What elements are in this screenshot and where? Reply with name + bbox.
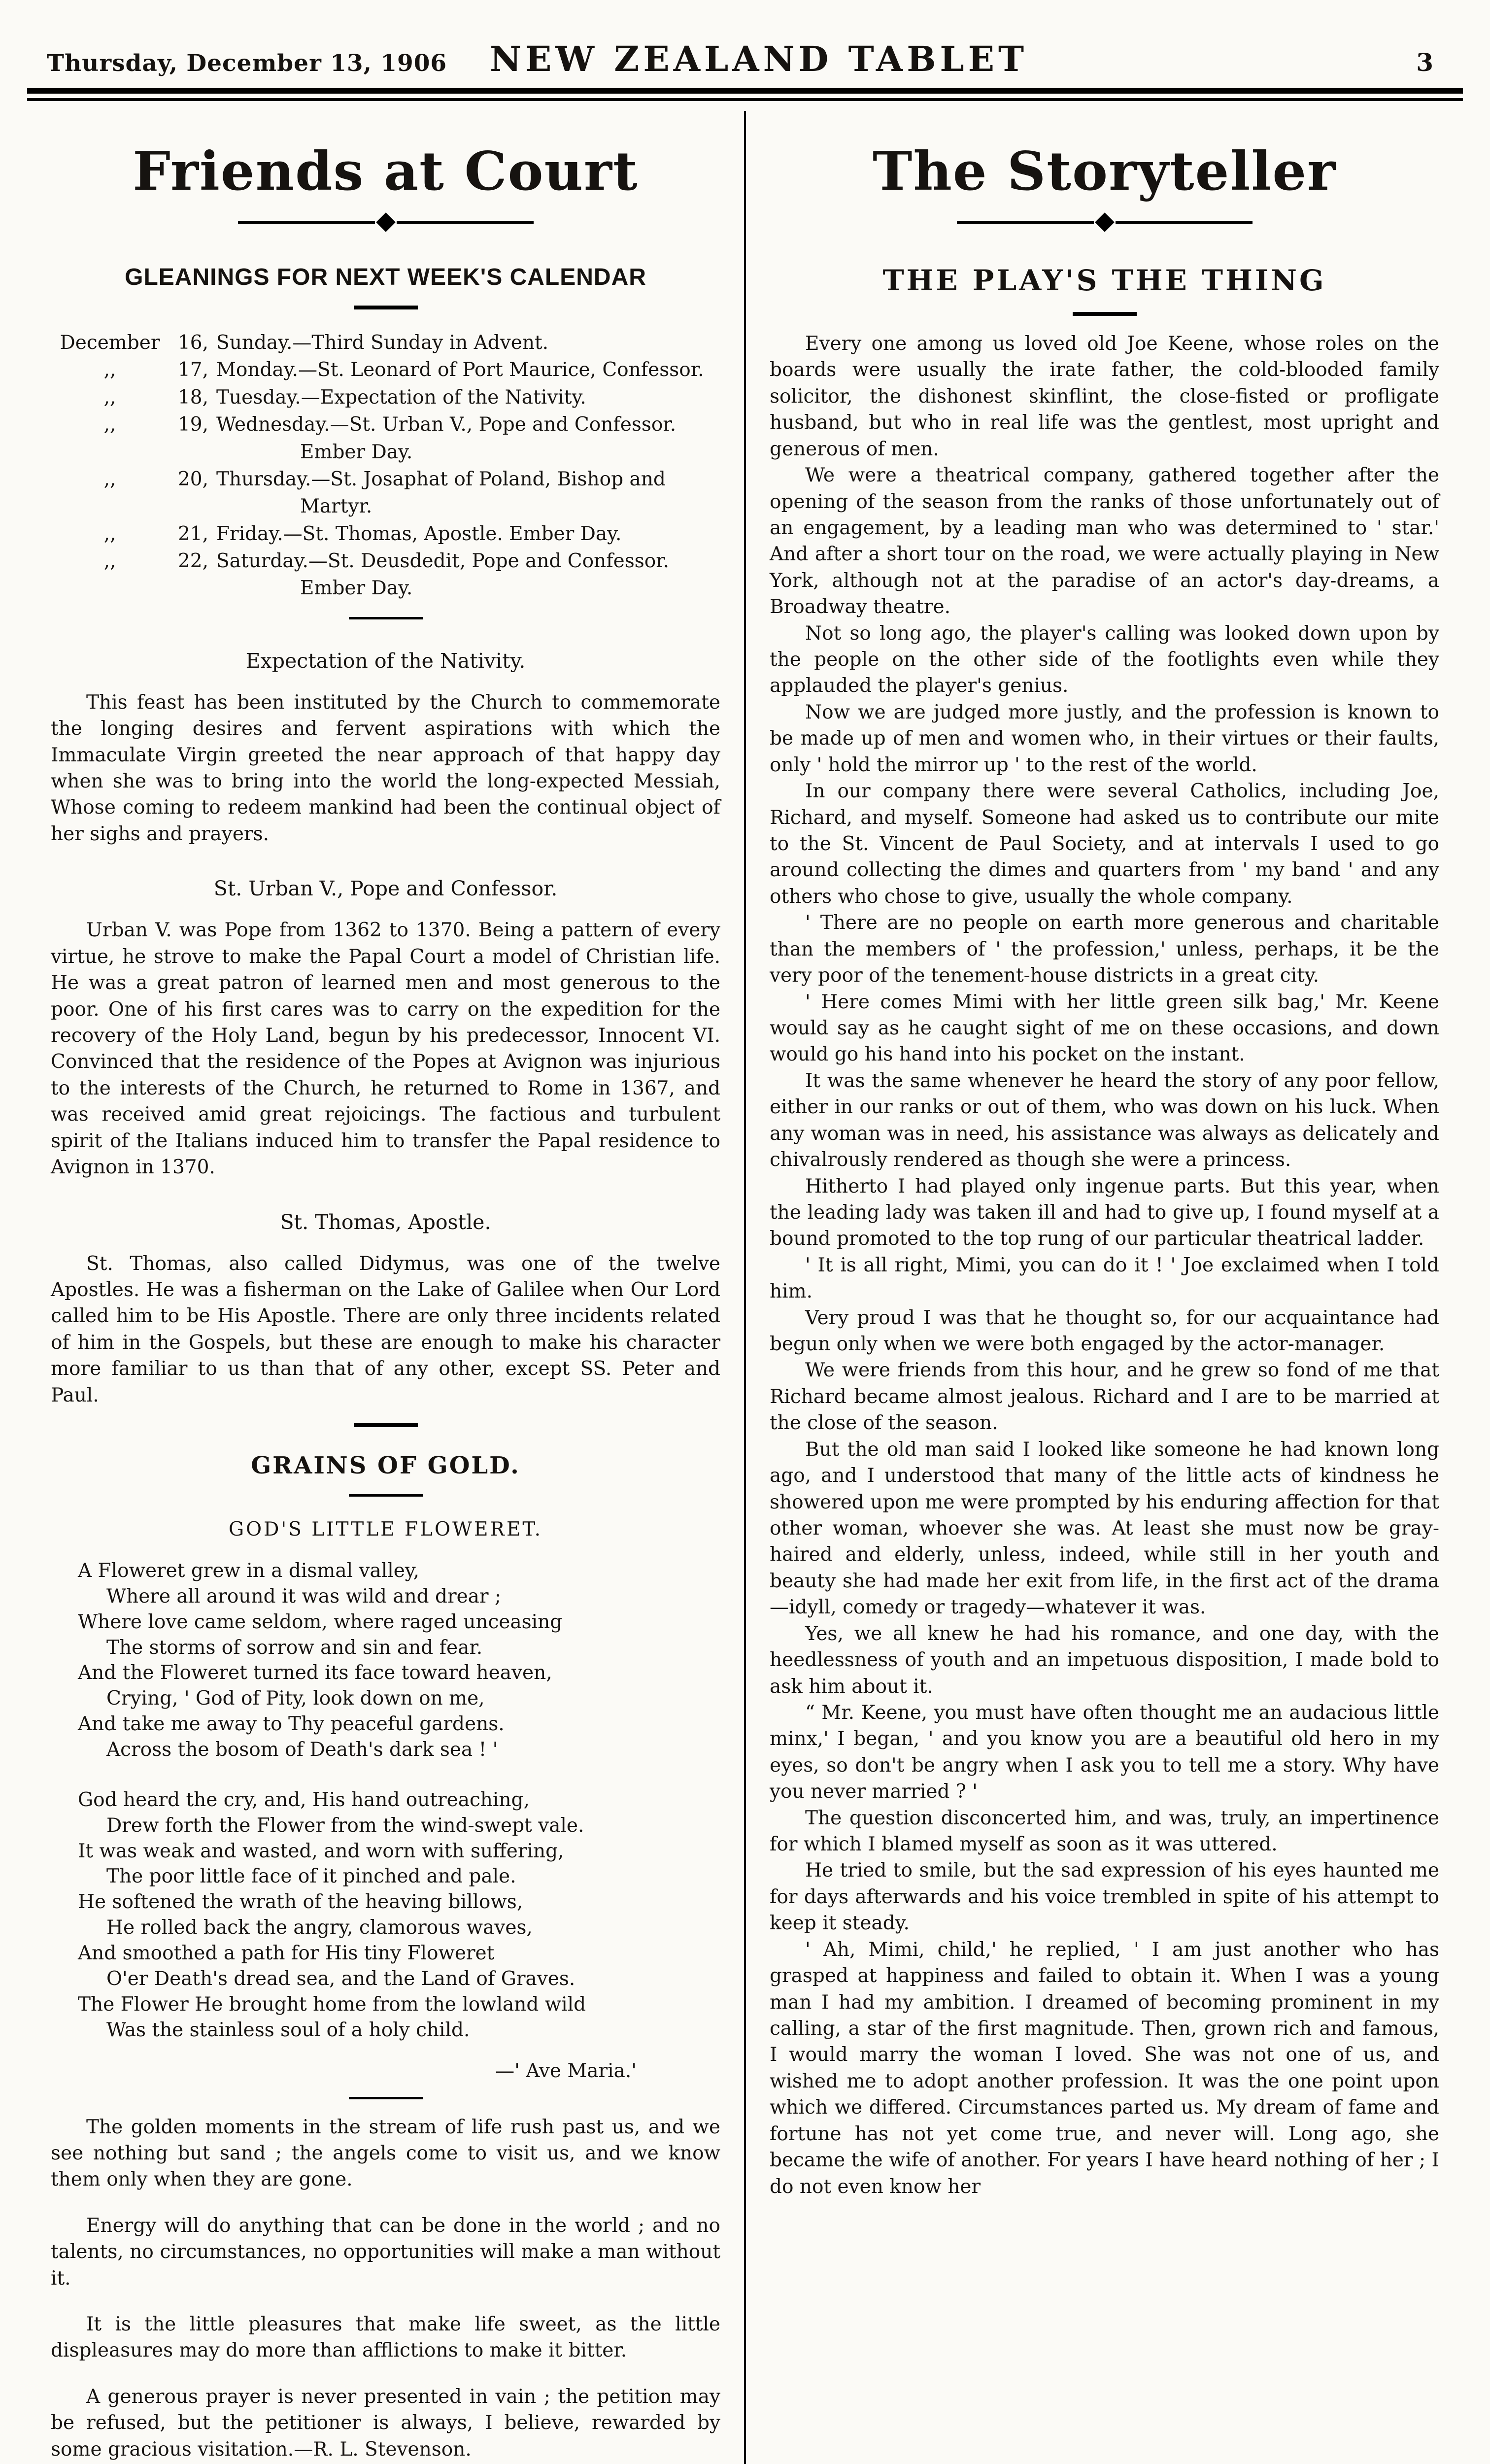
story-paragraph: ' Ah, Mimi, child,' he replied, ' I am just another who has grasped at happiness and failed to obtain it. When I was a young man I had my ambition. I dreamed of becoming prominent in my calling, a star of the first magnitude. Then, grown rich and famous, I would marry the woman I loved. She was not one of us, and wished me to adopt another profession. It was the one point upon which we differed. Circumstances parted us. My dream of fame and fortune has not yet come true, and never will. Long ago, she became the wife of another. For years I have heard nothing of her ; I do not even know her (770, 1938, 1439, 2198)
story-paragraph: It was the same whenever he heard the story of any poor fellow, either in our ranks or out of them, who was down on his luck. When any woman was in need, his assistance was always as delicately and chivalrously rendered as though she were a princess. (770, 1069, 1439, 1171)
section-body: Urban V. was Pope from 1362 to 1370. Being a pattern of every virtue, he strove to make the Papal Court a model of Christian life. He was a great patron of learned men and most generous to the poor. One of his first cares was to carry on the expedition for the recovery of the Holy Land, begun by his predecessor, Innocent VI. Convinced that the residence of the Popes at Avignon was injurious to the interests of the Church, he returned to Rome in 1367, and was received amid great rejoicings. The factious and turbulent spirit of the Italians induced him to transfer the Papal residence to Avignon in 1370. (51, 919, 720, 1179)
calendar-entry (51, 520, 720, 548)
poem-attribution: —' Ave Maria.' (495, 2059, 637, 2082)
story-paragraph: The question disconcerted him, and was, truly, an impertinence for which I blamed myself as soon as it was uttered. (770, 1807, 1439, 1856)
story-body (770, 331, 1439, 2200)
calendar-feast: Friday.—St. Thomas, Apostle. Ember Day. (216, 522, 622, 545)
story-paragraph: Yes, we all knew he had his romance, and one day, with the heedlessness of youth and an impetuous disposition, I made bold to ask him about it. (770, 1622, 1439, 1698)
story-paragraph: Not so long ago, the player's calling was looked down upon by the people on the other side of the footlights even while they applauded the player's genius. (770, 622, 1439, 697)
story-paragraph: ' There are no people on earth more generous and charitable than the members of ' the profession,' unless, perhaps, it be the very poor of the tenement-house districts in a great city. (770, 912, 1439, 987)
divider-line (397, 221, 534, 224)
header-rule-thin (27, 98, 1463, 101)
section-rule (1073, 312, 1137, 316)
maxims-list (51, 2114, 720, 2463)
poem-line: It was weak and wasted, and worn with suffering, (78, 1840, 564, 1862)
right-column (746, 106, 1463, 2464)
calendar-month: ,, (103, 468, 116, 490)
left-headline: Friends at Court (133, 140, 639, 203)
poem-line: The storms of sorrow and sin and fear. (106, 1636, 483, 1659)
story-paragraph: He tried to smile, but the sad expression of his eyes haunted me for days afterwards and his voice trembled in spite of his attempt to keep it steady. (770, 1859, 1439, 1935)
calendar-feast: Wednesday.—St. Urban V., Pope and Confessor. Ember Day. (216, 413, 677, 463)
calendar-feast: Sunday.—Third Sunday in Advent. (216, 332, 549, 354)
calendar-feast: Saturday.—St. Deusdedit, Pope and Confessor. Ember Day. (216, 550, 670, 600)
calendar-month: ,, (103, 413, 116, 436)
masthead-title: NEW ZEALAND TABLET (489, 38, 1028, 79)
story-paragraph: We were friends from this hour, and he grew so fond of me that Richard became almost jealous. Richard and I are to be married at the close of the season. (770, 1359, 1439, 1435)
poem-line: O'er Death's dread sea, and the Land of Graves. (106, 1967, 576, 1990)
page-header (27, 25, 1463, 88)
poem-stanza-1 (78, 1558, 720, 1763)
section-body: St. Thomas, also called Didymus, was one of the twelve Apostles. He was a fisherman on the Lake of Galilee when Our Lord called him to be His Apostle. There are only three incidents related of him in the Gospels, but these are enough to make his character more familiar to us than that of any other, except SS. Peter and Paul. (51, 1252, 720, 1406)
left-column (27, 106, 744, 2464)
section-rule (354, 306, 418, 309)
calendar-month: ,, (103, 550, 116, 572)
poem-line: Drew forth the Flower from the wind-swept vale. (106, 1814, 584, 1837)
diamond-divider (238, 215, 534, 229)
calendar-entry (51, 329, 720, 356)
section-rule (349, 617, 423, 619)
calendar-entry (51, 466, 720, 520)
section-title: Expectation of the Nativity. (245, 649, 526, 673)
story-paragraph: ' Here comes Mimi with her little green silk bag,' Mr. Keene would say as he caught sight of me on these occasions, and down would go his hand into his pocket on the instant. (770, 991, 1439, 1066)
story-paragraph: We were a theatrical company, gathered together after the opening of the season from the ranks of those unfortunately out of an engagement, by a leading man who was determined to ' star.' And after a short tour on the road, we were actually playing in New York, although not at the paradise of an actor's day-dreams, a Broadway theatre. (770, 464, 1439, 618)
divider-line (238, 221, 375, 224)
poem-line: Across the bosom of Death's dark sea ! ' (106, 1739, 498, 1761)
diamond-divider (957, 215, 1253, 229)
poem-line: And smoothed a path for His tiny Floweret (78, 1942, 495, 1965)
section-title: St. Urban V., Pope and Confessor. (213, 877, 558, 901)
divider-line (957, 221, 1094, 224)
story-paragraph: In our company there were several Catholics, including Joe, Richard, and myself. Someone had asked us to contribute our mite to the St. Vincent de Paul Society, and at intervals I used to go around collecting the dimes and quarters from ' my band ' and any others who chose to give, usually the whole company. (770, 780, 1439, 908)
right-headline: The Storyteller (872, 140, 1337, 203)
diamond-icon (376, 212, 396, 232)
maxim-paragraph: Energy will do anything that can be done in the world ; and no talents, no circumstances, no opportunities will make a man without it. (51, 2214, 720, 2290)
story-paragraph: Now we are judged more justly, and the profession is known to be made up of men and women who, in their virtues or their faults, only ' hold the mirror up ' to the rest of the world. (770, 701, 1439, 776)
story-subtitle: THE PLAY'S THE THING (882, 264, 1326, 297)
calendar-month: ,, (103, 359, 116, 381)
calendar-day: 22, (177, 550, 208, 572)
poem-line: Where all around it was wild and drear ; (106, 1585, 502, 1608)
calendar-feast: Thursday.—St. Josaphat of Poland, Bishop and Martyr. (216, 468, 666, 518)
calendar-entry (51, 411, 720, 466)
calendar-month: December (60, 332, 160, 354)
poem-line: He softened the wrath of the heaving billows, (78, 1891, 523, 1914)
calendar-day: 19, (177, 413, 208, 436)
poem-line: A Floweret grew in a dismal valley, (78, 1560, 420, 1582)
calendar-feast: Tuesday.—Expectation of the Nativity. (216, 386, 586, 409)
story-paragraph: But the old man said I looked like someone he had known long ago, and I understood that many of the little acts of kindness he showered upon me were prompted by his enduring affection for that other woman, whoever she was. At least she must now be gray-haired and elderly, unless, indeed, while still in her youth and beauty she had made her exit from life, in the first act of the drama—idyll, comedy or tragedy—whatever it was. (770, 1438, 1439, 1619)
calendar-day: 21, (177, 522, 208, 545)
grains-title: GRAINS OF GOLD. (251, 1452, 520, 1480)
maxim-paragraph: It is the little pleasures that make life sweet, as the little displeasures may do more than afflictions to make it bitter. (51, 2313, 720, 2362)
poem-line: The poor little face of it pinched and pale. (106, 1865, 516, 1888)
section-body: This feast has been instituted by the Church to commemorate the longing desires and fervent aspirations with which the Immaculate Virgin greeted the near approach of that happy day when she was to bring into the world the long-expected Messiah, Whose coming to redeem mankind had been the continual object of her sighs and prayers. (51, 691, 720, 845)
divider-line (1116, 221, 1253, 224)
story-paragraph: ' It is all right, Mimi, you can do it ! ' Joe exclaimed when I told him. (770, 1254, 1439, 1303)
story-paragraph: “ Mr. Keene, you must have often thought me an audacious little minx,' I began, ' and you know you are a beautiful old hero in my eyes, so don't be angry when I ask you to tell me a story. Why have you never married ? ' (770, 1701, 1439, 1803)
calendar-day: 18, (177, 386, 208, 409)
calendar-month: ,, (103, 522, 116, 545)
poem-line: And the Floweret turned its face toward heaven, (78, 1662, 552, 1684)
poem-line: He rolled back the angry, clamorous waves, (106, 1916, 533, 1939)
poem-line: Where love came seldom, where raged unceasing (78, 1610, 563, 1633)
poem-line: Was the stainless soul of a holy child. (106, 2019, 470, 2041)
header-rule-thick (27, 88, 1463, 94)
story-paragraph: Very proud I was that he thought so, for our acquaintance had begun only when we were both engaged by the actor-manager. (770, 1306, 1439, 1356)
calendar-list (51, 329, 720, 602)
columns (27, 106, 1463, 2464)
story-paragraph: Every one among us loved old Joe Keene, whose roles on the boards were usually the irate father, the cold-blooded family solicitor, the dishonest skinflint, the close-fisted or profligate husband, but who in real life was the gentlest, most upright and generous of men. (770, 333, 1439, 460)
calendar-day: 16, (177, 332, 208, 354)
calendar-entry (51, 384, 720, 411)
section-title: St. Thomas, Apostle. (280, 1210, 491, 1234)
calendar-day: 17, (177, 359, 208, 381)
calendar-title: GLEANINGS FOR NEXT WEEK'S CALENDAR (125, 264, 646, 290)
calendar-feast: Monday.—St. Leonard of Port Maurice, Confessor. (216, 359, 704, 381)
poem-line: God heard the cry, and, His hand outreaching, (78, 1788, 530, 1811)
calendar-entry (51, 356, 720, 383)
poem-line: And take me away to Thy peaceful gardens. (78, 1713, 505, 1736)
story-paragraph: Hitherto I had played only ingenue parts. But this year, when the leading lady was taken ill and had to give up, I found myself at a bound promoted to the top rung of our particular theatrical ladder. (770, 1175, 1439, 1250)
section-rule (354, 1423, 418, 1427)
diamond-icon (1095, 212, 1115, 232)
section-rule (349, 1494, 423, 1497)
section-rule (349, 2097, 423, 2099)
page-number: 3 (1416, 48, 1433, 77)
poem-line: Crying, ' God of Pity, look down on me, (106, 1687, 485, 1710)
calendar-month: ,, (103, 386, 116, 409)
maxim-paragraph: A generous prayer is never presented in vain ; the petition may be refused, but the petitioner is always, I believe, rewarded by some gracious visitation.—R. L. Stevenson. (51, 2385, 720, 2461)
calendar-day: 20, (177, 468, 208, 490)
calendar-entry (51, 548, 720, 602)
issue-date: Thursday, December 13, 1906 (47, 50, 447, 77)
poem-title: GOD'S LITTLE FLOWERET. (228, 1518, 543, 1541)
poem-stanza-2 (78, 1787, 720, 2043)
maxim-paragraph: The golden moments in the stream of life rush past us, and we see nothing but sand ; the angels come to visit us, and we know them only when they are gone. (51, 2116, 720, 2191)
poem-line: The Flower He brought home from the lowland wild (78, 1993, 586, 2016)
